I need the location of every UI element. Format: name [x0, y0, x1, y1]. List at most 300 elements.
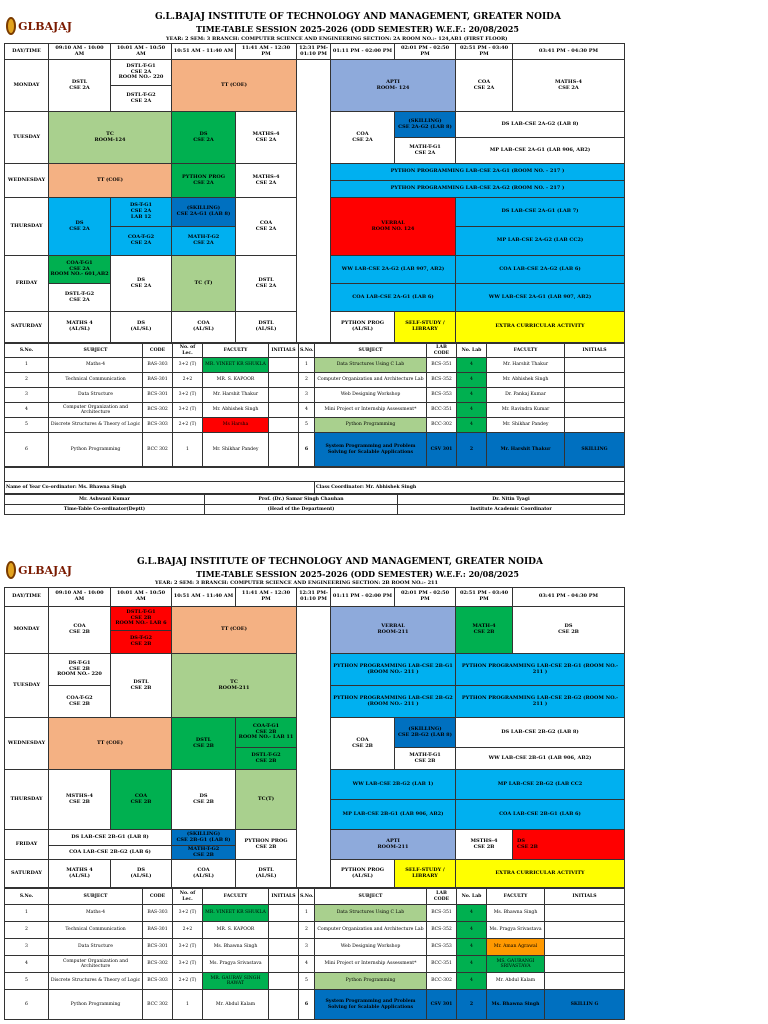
section-info: YEAR: 2 SEM: 3 BRANCH: COMPUTER SCIENCE AND ENGINEERING SECTION: 2A ROOM NO.:- 124,AB1 (FIRST FLOOR) [166, 36, 508, 42]
cell: Data Structures Using C Lab [315, 905, 427, 922]
cell: System Programming and Problem Solving for Scalable Applications [315, 990, 427, 1020]
col-header: INITIALS [545, 889, 625, 905]
slot-cell: DS CSE 2B [513, 830, 625, 860]
slot-cell: COA-T-G1 CSE 2B ROOM NO.- LAB 11 [236, 718, 297, 748]
cell: Data Structure [49, 388, 143, 403]
subjects-table [4, 888, 625, 1020]
cell: BCC-351 [427, 956, 457, 973]
cell [545, 939, 625, 956]
cell: 3 [299, 939, 315, 956]
slot-cell: TT (COE) [49, 718, 172, 770]
cell: 3+2 (T) [173, 939, 203, 956]
slot-cell: COA CSE 2B [331, 718, 395, 770]
slot-cell: PYTHON PROG (AL/SL) [331, 312, 395, 343]
slot-cell: MATH-T-G2 CSE 2A [172, 227, 236, 256]
slot-cell: MATHS-4 CSE 2A [236, 112, 297, 164]
slot-cell: DSTL (AL/SL) [236, 312, 297, 343]
cell: 5 [5, 973, 49, 990]
slot-cell: DSTL-T-G2 CSE 2A [49, 284, 111, 312]
cell: Mr. Aman Agrawal [487, 939, 545, 956]
cell: 1 [173, 990, 203, 1020]
header-cell: 10:51 AM - 11:40 AM [172, 588, 236, 607]
cell: BCC 302 [143, 433, 173, 467]
cell: SKILLIN G [545, 990, 625, 1020]
col-header: FACULTY [203, 344, 269, 358]
cell: 3 [299, 388, 315, 403]
col-header: No. of Lec. [173, 889, 203, 905]
institute-title: G.L.BAJAJ INSTITUTE OF TECHNOLOGY AND MANAGEMENT, GREATER NOIDA [155, 12, 561, 22]
slot-cell: COA-T-G2 CSE 2B [49, 686, 111, 718]
col-header: INITIALS [269, 889, 299, 905]
cell [565, 403, 625, 418]
cell: 3+2 (T) [173, 956, 203, 973]
col-header: LAB CODE [427, 889, 457, 905]
slot-cell: PYTHON PROG CSE 2A [172, 164, 236, 198]
session-title: TIME-TABLE SESSION 2025-2026 (ODD SEMESTER) W.E.F.: 20/08/2025 [196, 24, 519, 34]
cell: BAS-303 [143, 358, 173, 373]
cell: BCS-303 [143, 973, 173, 990]
session-title: TIME-TABLE SESSION 2025-2026 (ODD SEMESTER) W.E.F.: 20/08/2025 [196, 569, 519, 579]
cell: Discrete Structures & Theory of Logic [49, 418, 143, 433]
slot-cell: MP LAB-CSE 2B-G2 (LAB CC2 [456, 770, 625, 800]
cell: Mr. Harshit Thakur [203, 388, 269, 403]
cell [565, 358, 625, 373]
header-cell: 10:01 AM - 10:50 AM [111, 44, 172, 60]
cell: Ms. Pragya Srivastava [203, 956, 269, 973]
slot-cell: DS CSE 2B [513, 607, 625, 654]
cell: BAS-303 [143, 905, 173, 922]
cell: 1 [5, 358, 49, 373]
slot-cell: PYTHON PROGRAMMING LAB-CSE 2B-G1 (ROOM NO.- 211 ) [331, 654, 456, 686]
header-cell: 09:10 AM - 10:00 AM [49, 588, 111, 607]
cell: 4 [299, 956, 315, 973]
cell: Mr. Abhishek Singh [203, 403, 269, 418]
slot-cell: DSTL CSE 2A [236, 256, 297, 312]
cell: BCS-353 [427, 939, 457, 956]
header-cell: 03:41 PM - 04:30 PM [513, 588, 625, 607]
cell: Computer Organization and Architecture [49, 403, 143, 418]
cell: BAS-301 [143, 373, 173, 388]
cell: 2 [299, 922, 315, 939]
slot-cell: TC(T) [236, 770, 297, 830]
cell: Python Programming [49, 433, 143, 467]
slot-cell: MSTHS-4 CSE 2B [456, 830, 513, 860]
cell: System Programming and Problem Solving for Scalable Applications [315, 433, 427, 467]
col-header: No. of Lec. [173, 344, 203, 358]
slot-cell: DS LAB-CSE 2A-G1 (LAB 7) [456, 198, 625, 227]
slot-cell: COA LAB-CSE 2B-G1 (LAB 6) [456, 800, 625, 830]
cell [269, 922, 299, 939]
table-row [5, 973, 625, 990]
col-header: SUBJECT [315, 889, 427, 905]
cell: Mr. Ravindra Kumar [487, 403, 565, 418]
slot-cell: COA CSE 2B [49, 607, 111, 654]
cell: 2 [299, 373, 315, 388]
slot-cell: MATH-T-G1 CSE 2A [395, 138, 456, 164]
cell: Ms. Bhawna Singh [203, 939, 269, 956]
slot-cell: COA LAB-CSE 2B-G2 (LAB 6) [49, 846, 172, 860]
slot-cell: MATHS 4 (AL/SL) [49, 860, 111, 888]
slot-cell: MATH-4 CSE 2B [456, 607, 513, 654]
cell: Technical Communication [49, 922, 143, 939]
cell: 4 [5, 403, 49, 418]
slot-cell: COA CSE 2A [331, 112, 395, 164]
col-header: FACULTY [487, 889, 545, 905]
cell: 3 [5, 939, 49, 956]
header-cell: DAY/TIME [5, 588, 49, 607]
slot-cell: PYTHON PROGRAMMING LAB-CSE 2A-G1 (ROOM NO. - 217 ) [331, 164, 625, 181]
slot-cell: TT (COE) [49, 164, 172, 198]
cell: BCS-351 [427, 905, 457, 922]
cell: MR. VINEET KR SHUKLA [203, 905, 269, 922]
cell: Mr. Abdul Kalam [203, 990, 269, 1020]
header-cell: 01:11 PM - 02:00 PM [331, 588, 395, 607]
slot-cell: PYTHON PROGRAMMING LAB-CSE 2B-G2 (ROOM NO.- 211 ) [456, 686, 625, 718]
slot-cell: COA-T-G2 CSE 2A [111, 227, 172, 256]
slot-cell: WW LAB-CSE 2B-G1 (LAB 906, AB2) [456, 748, 625, 770]
cell: 1 [299, 905, 315, 922]
slot-cell: MATH-T-G2 CSE 2B [172, 846, 236, 860]
table-row [5, 905, 625, 922]
slot-cell: MP LAB-CSE 2B-G1 (LAB 906, AB2) [331, 800, 456, 830]
cell: CSV 301 [427, 990, 457, 1020]
cell: BCS-301 [143, 388, 173, 403]
cell: Computer Organization and Architecture Lab [315, 373, 427, 388]
cell: 4 [457, 373, 487, 388]
table-row [5, 939, 625, 956]
cell: 4 [5, 956, 49, 973]
slot-cell: VERBAL ROOM-211 [331, 607, 456, 654]
slot-cell: MATHS-4 CSE 2A [236, 164, 297, 198]
cell: Computer Organization and Architecture Lab [315, 922, 427, 939]
day-label: THURSDAY [5, 770, 49, 830]
slot-cell: DSTL-T-G1 CSE 2B ROOM NO.- LAB 6 [111, 607, 172, 631]
header-cell: 10:51 AM - 11:40 AM [172, 44, 236, 60]
table-row [5, 956, 625, 973]
slot-cell: DSTL (AL/SL) [236, 860, 297, 888]
cell: Discrete Structures & Theory of Logic [49, 973, 143, 990]
cell: 4 [457, 922, 487, 939]
table-row [5, 433, 625, 467]
slot-cell: DS CSE 2B [172, 770, 236, 830]
cell: Mini Project or Internship Assessment* [315, 403, 427, 418]
cell: BCC-351 [427, 403, 457, 418]
cell [545, 905, 625, 922]
table-row [5, 922, 625, 939]
cell [565, 418, 625, 433]
cell: BCC 302 [143, 990, 173, 1020]
col-header: No. Lab [457, 889, 487, 905]
cell: Python Programming [315, 418, 427, 433]
cell [269, 905, 299, 922]
header-cell: 12:31 PM-01:10 PM [297, 44, 331, 60]
slot-cell: COA-T-G1 CSE 2A ROOM NO.- 601,AB2 [49, 256, 111, 284]
slot-cell: DS LAB-CSE 2A-G2 (LAB 8) [456, 112, 625, 138]
cell: BCS-303 [143, 418, 173, 433]
header-cell: DAY/TIME [5, 44, 49, 60]
slot-cell: MP LAB-CSE 2A-G1 (LAB 906, AB2) [456, 138, 625, 164]
cell: Ms. Bhawna Singh [487, 905, 545, 922]
slot-cell: (SKILLING) CSE 2B-G2 (LAB 8) [395, 718, 456, 748]
cell: Python Programming [49, 990, 143, 1020]
header-cell: 12:31 PM-01:10 PM [297, 588, 331, 607]
cell: Ms. Pragya Srivastava [487, 922, 545, 939]
slot-cell: DS CSE 2A [172, 112, 236, 164]
slot-cell: WW LAB-CSE 2A-G1 (LAB 907, AB2) [456, 284, 625, 312]
cell: Ms Harsha [203, 418, 269, 433]
lunch-break [297, 607, 331, 888]
timetable-grid [4, 587, 625, 888]
cell: BCS-302 [143, 403, 173, 418]
header-cell: 02:51 PM - 03:40 PM [456, 588, 513, 607]
signatory-name: Mr. Ashwani Kumar [5, 495, 205, 505]
slot-cell: DSTL-T-G2 CSE 2A [111, 86, 172, 112]
slot-cell: TC ROOM-211 [172, 654, 297, 718]
cell: 2+2 [173, 922, 203, 939]
slot-cell: DS-T-G2 CSE 2B [111, 631, 172, 654]
cell: BCS-352 [427, 373, 457, 388]
slot-cell: COA CSE 2A [236, 198, 297, 256]
cell: 5 [299, 418, 315, 433]
table-row [5, 388, 625, 403]
cell: 2+2 (T) [173, 973, 203, 990]
cell: 6 [5, 433, 49, 467]
cell: Web Designing Workshop [315, 939, 427, 956]
table-row [5, 373, 625, 388]
header-cell: 02:01 PM - 02:50 PM [395, 44, 456, 60]
cell [269, 373, 299, 388]
slot-cell: COA CSE 2B [111, 770, 172, 830]
cell: 3 [5, 388, 49, 403]
cell: Mr. Abhishek Singh [487, 373, 565, 388]
cell: 4 [457, 905, 487, 922]
cell: Data Structure [49, 939, 143, 956]
cell: 5 [5, 418, 49, 433]
slot-cell: APTI ROOM- 124 [331, 60, 456, 112]
col-header: FACULTY [487, 344, 565, 358]
slot-cell: DSTL CSE 2B [172, 718, 236, 770]
cell: MR. GAURAV SINGH RAWAT [203, 973, 269, 990]
cell: CSV 301 [427, 433, 457, 467]
slot-cell: DS LAB-CSE 2B-G1 (LAB 8) [49, 830, 172, 846]
slot-cell: APTI ROOM-211 [331, 830, 456, 860]
cell [565, 388, 625, 403]
col-header: No. Lab [457, 344, 487, 358]
subjects-table [4, 343, 625, 467]
slot-cell: COA CSE 2A [456, 60, 513, 112]
cell: Python Programming [315, 973, 427, 990]
table-row [5, 403, 625, 418]
day-label: TUESDAY [5, 654, 49, 718]
col-header: CODE [143, 344, 173, 358]
header-cell: 03:41 PM - 04:30 PM [513, 44, 625, 60]
slot-cell: MSTHS-4 CSE 2B [49, 770, 111, 830]
cell: Mr. Shikhar Pandey [487, 418, 565, 433]
slot-cell: WW LAB-CSE 2A-G2 (LAB 907, AB2) [331, 256, 456, 284]
col-header: S.No. [299, 344, 315, 358]
cell: Maths-4 [49, 905, 143, 922]
emblem-icon [6, 561, 16, 579]
col-header: INITIALS [269, 344, 299, 358]
slot-cell: DS (AL/SL) [111, 860, 172, 888]
cell: 2+2 [173, 373, 203, 388]
day-label: WEDNESDAY [5, 164, 49, 198]
slot-cell: PYTHON PROG CSE 2B [236, 830, 297, 860]
day-label: SATURDAY [5, 860, 49, 888]
signatory-role: Time-Table Co-ordinator(Deptt) [5, 505, 205, 515]
header-cell: 01:11 PM - 02:00 PM [331, 44, 395, 60]
slot-cell: DS LAB-CSE 2B-G2 (LAB 8) [456, 718, 625, 748]
coordinator-table [4, 467, 625, 494]
cell [545, 956, 625, 973]
header-cell: 09:10 AM - 10:00 AM [49, 44, 111, 60]
cell [269, 956, 299, 973]
slot-cell: DSTL CSE 2A [49, 60, 111, 112]
slot-cell: PYTHON PROGRAMMING LAB-CSE 2B-G1 (ROOM NO.- 211 ) [456, 654, 625, 686]
cell: 4 [457, 418, 487, 433]
cell: 4 [457, 358, 487, 373]
class-coordinator: Class Coordinator: Mr. Abhishek Singh [315, 482, 625, 494]
cell: 4 [457, 939, 487, 956]
cell [545, 922, 625, 939]
slot-cell: MATHS-4 CSE 2A [513, 60, 625, 112]
slot-cell: WW LAB-CSE 2B-G2 (LAB 1) [331, 770, 456, 800]
table-row [5, 990, 625, 1020]
cell: 4 [457, 403, 487, 418]
cell: 1 [173, 433, 203, 467]
table-row [5, 418, 625, 433]
cell: 3+2 (T) [173, 388, 203, 403]
col-header: CODE [143, 889, 173, 905]
slot-cell: MATH-T-G1 CSE 2B [395, 748, 456, 770]
cell: MR. S. KAPOOR [203, 922, 269, 939]
col-header: S.No. [5, 889, 49, 905]
cell [269, 990, 299, 1020]
cell: BAS-301 [143, 922, 173, 939]
slot-cell: DS-T-G1 CSE 2A LAB 12 [111, 198, 172, 227]
slot-cell: TC ROOM-124 [49, 112, 172, 164]
cell: Mr. Abdul Kalam [487, 973, 545, 990]
cell [269, 973, 299, 990]
cell [269, 433, 299, 467]
slot-cell: SELF-STUDY / LIBRARY [395, 312, 456, 343]
col-header: S.No. [299, 889, 315, 905]
cell: 6 [299, 990, 315, 1020]
slot-cell: EXTRA CURRICULAR ACTIVITY [456, 860, 625, 888]
cell: BCS-351 [427, 358, 457, 373]
cell: Technical Communication [49, 373, 143, 388]
cell: BCS-301 [143, 939, 173, 956]
slot-cell: DSTL-T-G1 CSE 2A ROOM NO.- 220 [111, 60, 172, 86]
slot-cell: (SKILLING) CSE 2A-G1 (LAB 8) [172, 198, 236, 227]
cell [269, 403, 299, 418]
slot-cell: MP LAB-CSE 2A-G2 (LAB CC2) [456, 227, 625, 256]
cell: 2 [457, 433, 487, 467]
slot-cell: (SKILLING) CSE 2A-G2 (LAB 8) [395, 112, 456, 138]
header-cell: 10:01 AM - 10:50 AM [111, 588, 172, 607]
slot-cell: DS CSE 2A [49, 198, 111, 256]
slot-cell: DS-T-G1 CSE 2B ROOM NO.- 220 [49, 654, 111, 686]
cell: BCC-302 [427, 973, 457, 990]
cell: 3+2 (T) [173, 358, 203, 373]
slot-cell: MATHS 4 (AL/SL) [49, 312, 111, 343]
cell: Computer Organization and Architecture [49, 956, 143, 973]
cell: BCS-352 [427, 922, 457, 939]
slot-cell: DSTL-T-G2 CSE 2B [236, 748, 297, 770]
col-header: SUBJECT [315, 344, 427, 358]
cell: Mr. Harshit Thakur [487, 358, 565, 373]
slot-cell: TT (COE) [172, 607, 297, 654]
slot-cell: DSTL CSE 2B [111, 654, 172, 718]
cell: 2+2 (T) [173, 418, 203, 433]
header-cell: 11:41 AM - 12:30 PM [236, 588, 297, 607]
cell [565, 373, 625, 388]
cell: 4 [457, 388, 487, 403]
header-cell: 02:51 PM - 03:40 PM [456, 44, 513, 60]
cell: 6 [5, 990, 49, 1020]
col-header: FACULTY [203, 889, 269, 905]
day-label: TUESDAY [5, 112, 49, 164]
slot-cell: TC (T) [172, 256, 236, 312]
cell: 4 [299, 403, 315, 418]
day-label: MONDAY [5, 60, 49, 112]
cell: 2 [5, 922, 49, 939]
slot-cell: PYTHON PROG (AL/SL) [331, 860, 395, 888]
slot-cell: VERBAL ROOM NO. 124 [331, 198, 456, 256]
col-header: SUBJECT [49, 889, 143, 905]
signatory-role: (Head of the Department) [205, 505, 398, 515]
cell: SKILLING [565, 433, 625, 467]
college-logo: GLBAJAJ [6, 12, 72, 40]
slot-cell: COA LAB-CSE 2A-G1 (LAB 6) [331, 284, 456, 312]
cell: Dr. Pankaj Kumar [487, 388, 565, 403]
slot-cell: TT (COE) [172, 60, 297, 112]
cell: 3+2 (T) [173, 403, 203, 418]
lunch-break [297, 60, 331, 343]
slot-cell: PYTHON PROGRAMMING LAB-CSE 2B-G2 (ROOM NO.- 211 ) [331, 686, 456, 718]
day-label: SATURDAY [5, 312, 49, 343]
cell: MS. GAURANGI SRIVASTAVA [487, 956, 545, 973]
cell: 2 [457, 990, 487, 1020]
signatory-role: Institute Academic Coordinator [398, 505, 625, 515]
cell: 1 [299, 358, 315, 373]
cell: 4 [457, 956, 487, 973]
cell [269, 418, 299, 433]
cell: 5 [299, 973, 315, 990]
cell [269, 939, 299, 956]
cell: 2 [5, 373, 49, 388]
cell: Mr. Harshit Thakur [487, 433, 565, 467]
cell: BCC-302 [427, 418, 457, 433]
table-row [5, 358, 625, 373]
day-label: FRIDAY [5, 256, 49, 312]
cell: BCS-302 [143, 956, 173, 973]
cell: Mini Project or Internship Assessment* [315, 956, 427, 973]
emblem-icon [6, 17, 16, 35]
cell: Ms. Bhawna Singh [487, 990, 545, 1020]
slot-cell: (SKILLING) CSE 2B-G1 (LAB 8) [172, 830, 236, 846]
col-header: SUBJECT [49, 344, 143, 358]
cell: Web Designing Workshop [315, 388, 427, 403]
cell: Mr. Shikhar Pandey [203, 433, 269, 467]
day-label: FRIDAY [5, 830, 49, 860]
institute-title: G.L.BAJAJ INSTITUTE OF TECHNOLOGY AND MANAGEMENT, GREATER NOIDA [137, 557, 543, 567]
signatory-name: Prof. (Dr.) Samar Singh Chauhan [205, 495, 398, 505]
slot-cell: SELF-STUDY / LIBRARY [395, 860, 456, 888]
slot-cell: DS (AL/SL) [111, 312, 172, 343]
cell [545, 973, 625, 990]
signature-table [4, 494, 625, 515]
